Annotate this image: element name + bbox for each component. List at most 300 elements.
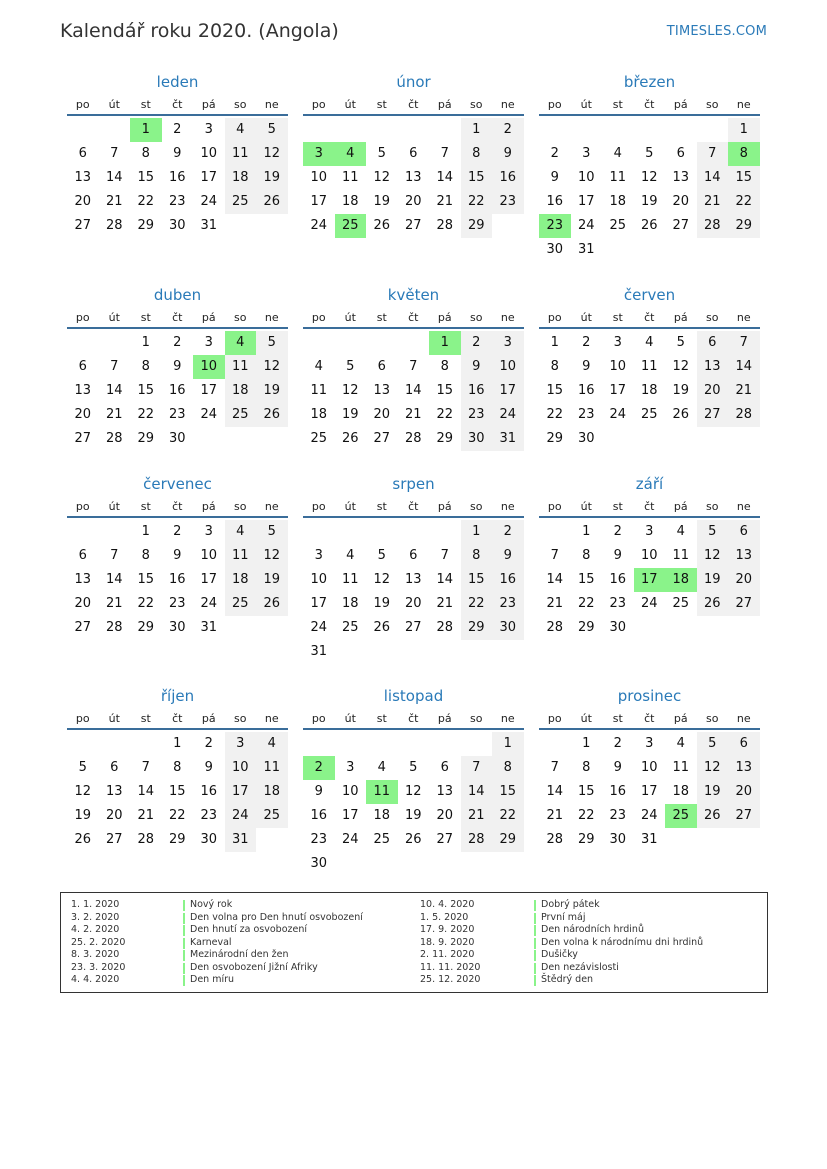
day-cell: 1 (492, 732, 524, 756)
day-cell: 19 (256, 379, 288, 403)
weekday-label: út (108, 712, 120, 725)
holiday-name: Den volna k národnímu dni hrdinů (541, 936, 704, 948)
day-cell: 27 (728, 592, 760, 616)
weekday-header (303, 307, 524, 329)
day-cell: 24 (640, 596, 658, 611)
day-cell: 9 (204, 760, 213, 775)
day-cell: 15 (546, 383, 564, 398)
day-cell: 21 (137, 808, 155, 823)
weekday-label: pá (201, 311, 216, 324)
day-cell: 23 (200, 808, 218, 823)
empty-cell (461, 732, 493, 756)
day-cell: 28 (137, 832, 155, 847)
days-grid (303, 520, 524, 664)
day-cell: 28 (697, 214, 729, 238)
day-cell: 9 (492, 544, 524, 568)
day-cell: 2 (582, 335, 591, 350)
day-cell: 12 (697, 756, 729, 780)
day-cell: 16 (168, 383, 186, 398)
weekday-label: ne (264, 712, 279, 725)
weekday-label: út (580, 500, 592, 513)
month-name: prosinec (617, 687, 682, 705)
day-cell: 4 (613, 146, 622, 161)
holiday-legend (60, 892, 768, 993)
day-cell: 23 (609, 596, 627, 611)
day-cell: 8 (440, 359, 449, 374)
empty-cell (335, 331, 367, 355)
day-cell: 11 (640, 359, 658, 374)
day-cell: 3 (204, 122, 213, 137)
month-name: srpen (392, 475, 435, 493)
holiday-name: Den hnutí za osvobození (190, 924, 308, 935)
day-cell: 10 (310, 170, 328, 185)
weekday-label: pá (437, 500, 452, 513)
day-cell: 19 (74, 808, 92, 823)
day-cell: 9 (173, 146, 182, 161)
day-cell: 3 (346, 760, 355, 775)
weekday-label: pá (437, 98, 452, 111)
day-cell: 16 (200, 784, 218, 799)
weekday-header (539, 307, 760, 329)
day-cell: 28 (728, 403, 760, 427)
day-cell: 12 (341, 383, 359, 398)
empty-cell (67, 520, 99, 544)
weekday-label: pá (437, 712, 452, 725)
day-cell: 13 (697, 355, 729, 379)
day-cell: 19 (256, 166, 288, 190)
holiday-marker (534, 913, 536, 924)
day-cell: 6 (78, 146, 87, 161)
day-cell: 26 (256, 592, 288, 616)
day-cell: 11 (225, 355, 257, 379)
holiday-name: Den míru (190, 974, 235, 985)
weekday-label: so (470, 500, 483, 513)
holiday-day-cell: 1 (130, 118, 162, 142)
day-cell: 6 (676, 146, 685, 161)
day-cell: 3 (613, 335, 622, 350)
holiday-day-cell: 4 (225, 331, 257, 355)
day-cell: 26 (640, 218, 658, 233)
day-cell: 31 (640, 832, 658, 847)
weekday-label: ne (736, 712, 751, 725)
days-grid (303, 331, 524, 451)
month-name: červen (623, 286, 676, 304)
day-cell: 6 (697, 331, 729, 355)
weekday-header (539, 94, 760, 116)
day-cell: 25 (672, 596, 690, 611)
weekday-label: so (470, 98, 483, 111)
holiday-name: Štědrý den (541, 974, 594, 985)
weekday-label: st (140, 712, 151, 725)
day-cell: 13 (728, 756, 760, 780)
day-cell: 8 (461, 544, 493, 568)
day-cell: 9 (461, 355, 493, 379)
day-cell: 5 (78, 760, 87, 775)
day-cell: 15 (168, 784, 186, 799)
empty-cell (67, 118, 99, 142)
day-cell: 5 (377, 146, 386, 161)
day-cell: 14 (105, 170, 123, 185)
weekday-label: čt (408, 311, 419, 324)
empty-cell (130, 732, 162, 756)
day-cell: 10 (310, 572, 328, 587)
day-cell: 20 (728, 780, 760, 804)
day-cell: 14 (436, 572, 454, 587)
day-cell: 27 (74, 218, 92, 233)
month-květen (303, 283, 524, 451)
empty-cell (602, 118, 634, 142)
day-cell: 5 (697, 732, 729, 756)
day-cell: 4 (314, 359, 323, 374)
day-cell: 8 (582, 548, 591, 563)
weekday-label: pá (201, 98, 216, 111)
day-cell: 8 (582, 760, 591, 775)
weekday-label: čt (644, 712, 655, 725)
day-cell: 16 (492, 166, 524, 190)
day-cell: 10 (341, 784, 359, 799)
day-cell: 9 (492, 142, 524, 166)
weekday-header (67, 307, 288, 329)
day-cell: 22 (168, 808, 186, 823)
day-cell: 5 (676, 335, 685, 350)
day-cell: 1 (461, 118, 493, 142)
empty-cell (398, 732, 430, 756)
month-srpen (303, 472, 524, 664)
holiday-day-cell: 18 (665, 568, 697, 592)
weekday-label: čt (408, 500, 419, 513)
day-cell: 14 (461, 780, 493, 804)
day-cell: 5 (697, 520, 729, 544)
day-cell: 20 (404, 194, 422, 209)
day-cell: 14 (436, 170, 454, 185)
day-cell: 11 (672, 548, 690, 563)
day-cell: 20 (728, 568, 760, 592)
day-cell: 11 (341, 170, 359, 185)
day-cell: 10 (609, 359, 627, 374)
day-cell: 1 (582, 736, 591, 751)
day-cell: 4 (645, 335, 654, 350)
weekday-label: út (344, 311, 356, 324)
day-cell: 3 (314, 548, 323, 563)
day-cell: 31 (200, 218, 218, 233)
day-cell: 1 (173, 736, 182, 751)
empty-cell (398, 331, 430, 355)
day-cell: 9 (173, 359, 182, 374)
day-cell: 4 (377, 760, 386, 775)
day-cell: 7 (440, 548, 449, 563)
day-cell: 19 (697, 568, 729, 592)
month-name: leden (156, 73, 199, 91)
holiday-date: 2. 11. 2020 (420, 949, 475, 960)
day-cell: 23 (577, 407, 595, 422)
day-cell: 7 (461, 756, 493, 780)
day-cell: 27 (373, 431, 391, 446)
day-cell: 28 (461, 828, 493, 852)
day-cell: 21 (436, 596, 454, 611)
day-cell: 6 (110, 760, 119, 775)
weekday-label: st (612, 500, 623, 513)
day-cell: 2 (613, 524, 622, 539)
day-cell: 24 (609, 407, 627, 422)
day-cell: 11 (609, 170, 627, 185)
day-cell: 5 (256, 520, 288, 544)
day-cell: 28 (436, 620, 454, 635)
day-cell: 21 (105, 596, 123, 611)
day-cell: 24 (310, 620, 328, 635)
day-cell: 19 (256, 568, 288, 592)
weekday-label: so (706, 98, 719, 111)
weekday-label: po (547, 500, 562, 513)
month-leden (67, 70, 288, 238)
day-cell: 12 (672, 359, 690, 374)
day-cell: 15 (137, 572, 155, 587)
holiday-day-cell: 17 (634, 568, 666, 592)
day-cell: 5 (346, 359, 355, 374)
day-cell: 19 (404, 808, 422, 823)
holiday-marker (534, 963, 536, 974)
day-cell: 20 (404, 596, 422, 611)
day-cell: 29 (137, 431, 155, 446)
day-cell: 18 (341, 194, 359, 209)
day-cell: 18 (672, 784, 690, 799)
day-cell: 3 (225, 732, 257, 756)
day-cell: 12 (373, 170, 391, 185)
holiday-date: 3. 2. 2020 (71, 911, 120, 923)
weekday-label: pá (437, 311, 452, 324)
day-cell: 29 (546, 431, 564, 446)
day-cell: 2 (173, 524, 182, 539)
holiday-date: 4. 4. 2020 (71, 974, 120, 985)
day-cell: 1 (141, 335, 150, 350)
weekday-label: ne (500, 500, 515, 513)
day-cell: 2 (613, 736, 622, 751)
empty-cell (665, 118, 697, 142)
day-cell: 21 (105, 407, 123, 422)
day-cell: 21 (461, 804, 493, 828)
day-cell: 15 (461, 568, 493, 592)
day-cell: 25 (609, 218, 627, 233)
day-cell: 5 (645, 146, 654, 161)
day-cell: 28 (105, 620, 123, 635)
day-cell: 17 (200, 170, 218, 185)
weekday-label: čt (172, 500, 183, 513)
weekday-header (539, 496, 760, 518)
month-prosinec (539, 684, 760, 852)
day-cell: 5 (256, 118, 288, 142)
day-cell: 29 (577, 620, 595, 635)
day-cell: 31 (225, 828, 257, 852)
day-cell: 13 (74, 572, 92, 587)
weekday-label: ne (264, 500, 279, 513)
day-cell: 7 (550, 548, 559, 563)
day-cell: 25 (373, 832, 391, 847)
weekday-label: so (706, 311, 719, 324)
day-cell: 30 (168, 620, 186, 635)
day-cell: 24 (577, 218, 595, 233)
weekday-label: po (547, 712, 562, 725)
day-cell: 11 (341, 572, 359, 587)
day-cell: 4 (676, 736, 685, 751)
day-cell: 1 (461, 520, 493, 544)
day-cell: 13 (74, 383, 92, 398)
day-cell: 25 (225, 403, 257, 427)
weekday-label: so (706, 712, 719, 725)
day-cell: 19 (373, 194, 391, 209)
day-cell: 28 (436, 218, 454, 233)
day-cell: 30 (577, 431, 595, 446)
holiday-day-cell: 11 (366, 780, 398, 804)
day-cell: 16 (310, 808, 328, 823)
day-cell: 8 (461, 142, 493, 166)
day-cell: 11 (672, 760, 690, 775)
holiday-marker (183, 900, 185, 911)
day-cell: 18 (373, 808, 391, 823)
day-cell: 26 (404, 832, 422, 847)
weekday-header (67, 94, 288, 116)
empty-cell (634, 118, 666, 142)
holiday-day-cell: 1 (429, 331, 461, 355)
weekday-label: so (470, 311, 483, 324)
day-cell: 29 (461, 616, 493, 640)
day-cell: 25 (225, 190, 257, 214)
day-cell: 1 (582, 524, 591, 539)
holiday-name: Nový rok (190, 899, 233, 910)
day-cell: 15 (137, 383, 155, 398)
day-cell: 19 (640, 194, 658, 209)
day-cell: 14 (105, 383, 123, 398)
day-cell: 30 (168, 218, 186, 233)
day-cell: 21 (546, 808, 564, 823)
holiday-day-cell: 2 (303, 756, 335, 780)
day-cell: 16 (577, 383, 595, 398)
day-cell: 13 (373, 383, 391, 398)
day-cell: 28 (546, 620, 564, 635)
day-cell: 3 (204, 524, 213, 539)
day-cell: 30 (310, 856, 328, 871)
weekday-label: po (547, 98, 562, 111)
weekday-label: st (612, 311, 623, 324)
holiday-date: 11. 11. 2020 (420, 961, 481, 973)
empty-cell (303, 732, 335, 756)
day-cell: 29 (137, 620, 155, 635)
day-cell: 31 (200, 620, 218, 635)
day-cell: 17 (200, 572, 218, 587)
weekday-label: út (344, 712, 356, 725)
weekday-label: út (344, 500, 356, 513)
day-cell: 10 (640, 548, 658, 563)
empty-cell (99, 118, 131, 142)
day-cell: 1 (550, 335, 559, 350)
day-cell: 4 (676, 524, 685, 539)
holiday-marker (183, 963, 185, 974)
empty-cell (303, 118, 335, 142)
weekday-label: so (234, 311, 247, 324)
month-name: červenec (143, 475, 212, 493)
day-cell: 24 (200, 596, 218, 611)
holiday-marker (534, 925, 536, 936)
day-cell: 25 (341, 620, 359, 635)
day-cell: 14 (728, 355, 760, 379)
weekday-label: so (706, 500, 719, 513)
day-cell: 14 (105, 572, 123, 587)
day-cell: 25 (640, 407, 658, 422)
day-cell: 24 (492, 403, 524, 427)
weekday-label: čt (172, 712, 183, 725)
day-cell: 3 (582, 146, 591, 161)
month-březen (539, 70, 760, 262)
day-cell: 27 (404, 218, 422, 233)
empty-cell (539, 520, 571, 544)
day-cell: 9 (550, 170, 559, 185)
empty-cell (429, 118, 461, 142)
weekday-label: po (547, 311, 562, 324)
day-cell: 31 (577, 242, 595, 257)
day-cell: 2 (461, 331, 493, 355)
day-cell: 29 (492, 828, 524, 852)
weekday-label: ne (736, 98, 751, 111)
day-cell: 29 (461, 214, 493, 238)
day-cell: 13 (74, 170, 92, 185)
day-cell: 2 (492, 520, 524, 544)
day-cell: 14 (697, 166, 729, 190)
days-grid (539, 331, 760, 451)
day-cell: 11 (256, 756, 288, 780)
weekday-label: st (376, 712, 387, 725)
day-cell: 30 (609, 832, 627, 847)
day-cell: 21 (728, 379, 760, 403)
day-cell: 21 (697, 190, 729, 214)
day-cell: 26 (373, 218, 391, 233)
day-cell: 7 (409, 359, 418, 374)
holiday-day-cell: 10 (193, 355, 225, 379)
holiday-name: Den osvobození Jižní Afriky (190, 961, 318, 973)
weekday-label: st (376, 98, 387, 111)
day-cell: 7 (728, 331, 760, 355)
day-cell: 7 (550, 760, 559, 775)
day-cell: 27 (105, 832, 123, 847)
weekday-label: út (108, 311, 120, 324)
empty-cell (99, 331, 131, 355)
brand-link[interactable]: TIMESLES.COM (666, 24, 767, 39)
days-grid (67, 331, 288, 451)
weekday-label: st (612, 98, 623, 111)
weekday-header (67, 708, 288, 730)
day-cell: 16 (609, 784, 627, 799)
empty-cell (366, 732, 398, 756)
empty-cell (303, 520, 335, 544)
empty-cell (539, 118, 571, 142)
empty-cell (571, 118, 603, 142)
holiday-name: Karneval (190, 936, 232, 948)
weekday-label: čt (408, 98, 419, 111)
day-cell: 29 (436, 431, 454, 446)
holiday-name: Dobrý pátek (541, 899, 600, 910)
day-cell: 9 (314, 784, 323, 799)
day-cell: 29 (577, 832, 595, 847)
day-cell: 24 (200, 407, 218, 422)
day-cell: 30 (492, 616, 524, 640)
day-cell: 17 (609, 383, 627, 398)
day-cell: 29 (728, 214, 760, 238)
day-cell: 17 (577, 194, 595, 209)
day-cell: 28 (105, 431, 123, 446)
holiday-date: 17. 9. 2020 (420, 924, 475, 935)
day-cell: 1 (141, 524, 150, 539)
weekday-label: pá (673, 311, 688, 324)
weekday-label: ne (500, 712, 515, 725)
day-cell: 18 (225, 568, 257, 592)
holiday-day-cell: 23 (539, 214, 571, 238)
